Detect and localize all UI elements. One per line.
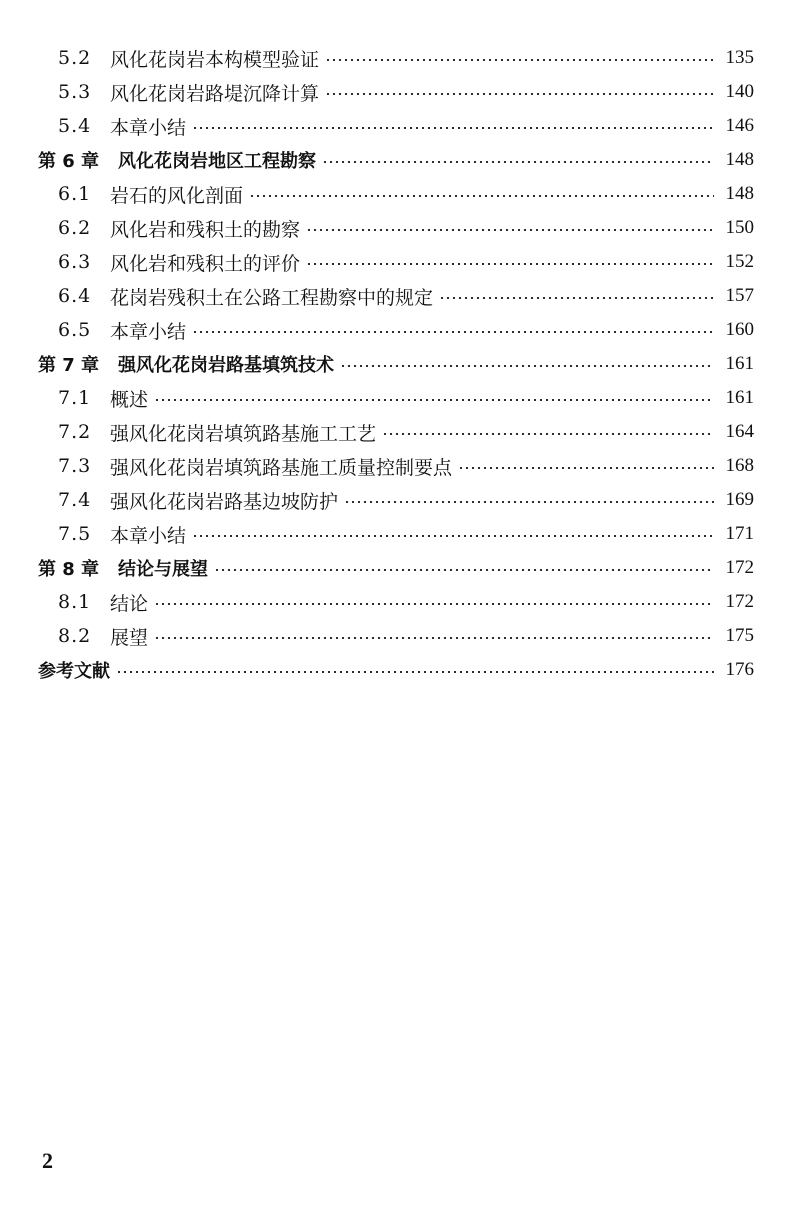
toc-chapter-entry — [38, 653, 754, 687]
toc-entry-number: 6.2 — [58, 217, 92, 239]
page-number: 2 — [42, 1148, 53, 1173]
toc-dot-leader — [154, 637, 714, 639]
toc-entry-number: 7.4 — [58, 489, 92, 511]
toc-section-entry — [38, 313, 754, 347]
toc-section-entry — [38, 109, 754, 143]
toc-entry-page: 169 — [725, 489, 754, 510]
table-of-contents — [38, 41, 754, 687]
toc-entry-title: 强风化花岗岩路基边坡防护 — [110, 490, 339, 513]
toc-entry-page: 161 — [725, 353, 754, 374]
toc-entry-title: 本章小结 — [110, 524, 187, 547]
toc-entry-title: 风化岩和残积土的勘察 — [110, 218, 301, 241]
toc-chapter-entry — [38, 347, 754, 381]
toc-section-entry — [38, 517, 754, 551]
toc-entry-number: 6.4 — [58, 285, 92, 307]
toc-section-entry — [38, 585, 754, 619]
toc-section-entry — [38, 211, 754, 245]
toc-dot-leader — [192, 127, 714, 129]
toc-entry-page: 168 — [725, 455, 754, 476]
toc-entry-page: 160 — [725, 319, 754, 340]
toc-section-entry — [38, 415, 754, 449]
toc-section-entry — [38, 381, 754, 415]
toc-entry-page: 146 — [725, 115, 754, 136]
toc-entry-title: 参考文献 — [38, 661, 110, 682]
toc-entry-page: 164 — [725, 421, 754, 442]
toc-section-entry — [38, 41, 754, 75]
toc-entry-page: 140 — [725, 81, 754, 102]
toc-section-entry — [38, 279, 754, 313]
toc-dot-leader — [154, 399, 714, 401]
toc-entry-title: 强风化花岗岩填筑路基施工工艺 — [110, 422, 377, 445]
toc-entry-title: 风化花岗岩地区工程勘察 — [118, 151, 316, 172]
toc-section-entry — [38, 177, 754, 211]
toc-entry-number: 7.5 — [58, 523, 92, 545]
toc-entry-title: 花岗岩残积土在公路工程勘察中的规定 — [110, 286, 434, 309]
toc-entry-page: 172 — [725, 591, 754, 612]
toc-entry-page: 150 — [725, 217, 754, 238]
toc-entry-title: 结论与展望 — [118, 559, 208, 580]
toc-entry-page: 171 — [725, 523, 754, 544]
toc-entry-number: 6.3 — [58, 251, 92, 273]
toc-entry-page: 161 — [725, 387, 754, 408]
toc-dot-leader — [344, 501, 714, 503]
toc-entry-number: 6.1 — [58, 183, 92, 205]
toc-entry-number: 第 6 章 — [38, 151, 100, 172]
toc-entry-page: 175 — [725, 625, 754, 646]
toc-entry-number: 5.3 — [58, 81, 92, 103]
toc-entry-page: 172 — [725, 557, 754, 578]
toc-entry-title: 展望 — [110, 626, 149, 649]
toc-dot-leader — [340, 365, 714, 367]
toc-dot-leader — [192, 535, 714, 537]
toc-dot-leader — [306, 229, 714, 231]
toc-entry-page: 135 — [725, 47, 754, 68]
toc-entry-number: 6.5 — [58, 319, 92, 341]
toc-dot-leader — [382, 433, 714, 435]
toc-entry-number: 7.1 — [58, 387, 92, 409]
toc-entry-title: 概述 — [110, 388, 149, 411]
toc-entry-page: 152 — [725, 251, 754, 272]
toc-dot-leader — [325, 93, 714, 95]
toc-dot-leader — [192, 331, 714, 333]
toc-section-entry — [38, 449, 754, 483]
toc-entry-title: 风化花岗岩路堤沉降计算 — [110, 82, 320, 105]
toc-entry-page: 148 — [725, 183, 754, 204]
toc-entry-number: 第 7 章 — [38, 355, 100, 376]
toc-section-entry — [38, 75, 754, 109]
toc-entry-page: 176 — [725, 659, 754, 680]
toc-entry-page: 148 — [725, 149, 754, 170]
toc-section-entry — [38, 619, 754, 653]
toc-dot-leader — [306, 263, 714, 265]
toc-entry-title: 风化花岗岩本构模型验证 — [110, 48, 320, 71]
toc-entry-page: 157 — [725, 285, 754, 306]
toc-entry-number: 5.4 — [58, 115, 92, 137]
toc-entry-number: 7.3 — [58, 455, 92, 477]
toc-dot-leader — [325, 59, 714, 61]
toc-entry-title: 强风化花岗岩填筑路基施工质量控制要点 — [110, 456, 453, 479]
toc-dot-leader — [154, 603, 714, 605]
toc-chapter-entry — [38, 551, 754, 585]
toc-entry-number: 8.2 — [58, 625, 92, 647]
toc-entry-title: 结论 — [110, 592, 149, 615]
toc-dot-leader — [322, 161, 714, 163]
toc-entry-number: 5.2 — [58, 47, 92, 69]
toc-entry-title: 风化岩和残积土的评价 — [110, 252, 301, 275]
toc-dot-leader — [214, 569, 714, 571]
toc-chapter-entry — [38, 143, 754, 177]
toc-dot-leader — [116, 671, 714, 673]
toc-dot-leader — [249, 195, 714, 197]
toc-entry-number: 第 8 章 — [38, 559, 100, 580]
toc-dot-leader — [439, 297, 714, 299]
toc-section-entry — [38, 483, 754, 517]
toc-entry-title: 本章小结 — [110, 320, 187, 343]
toc-entry-title: 本章小结 — [110, 116, 187, 139]
toc-entry-title: 强风化花岗岩路基填筑技术 — [118, 355, 334, 376]
toc-entry-number: 7.2 — [58, 421, 92, 443]
toc-dot-leader — [458, 467, 714, 469]
toc-entry-number: 8.1 — [58, 591, 92, 613]
toc-entry-title: 岩石的风化剖面 — [110, 184, 244, 207]
toc-section-entry — [38, 245, 754, 279]
